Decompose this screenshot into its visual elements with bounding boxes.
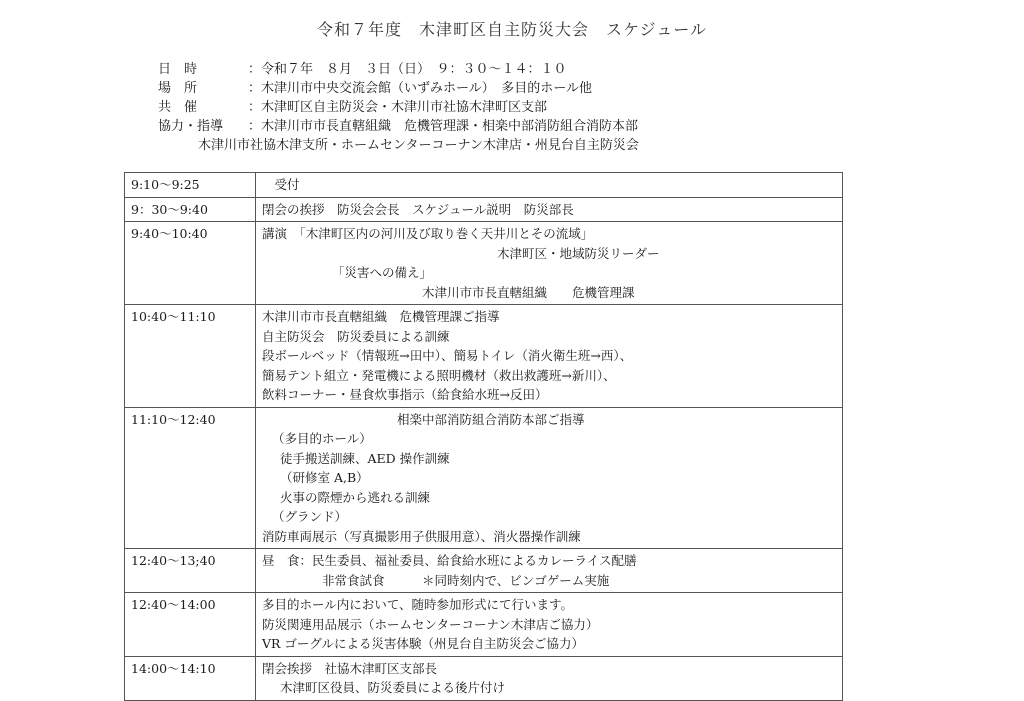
content-line: 簡易テント組立・発電機による照明機材（救出救護班→新川）、 (262, 367, 616, 383)
content-line: 木津川市市長直轄組織 危機管理課 (422, 284, 635, 300)
time-cell: 12:40〜13;40 (125, 549, 256, 593)
content-cell (256, 407, 843, 549)
time-cell: 9:10〜9:25 (125, 173, 256, 198)
info-row-cooperation (158, 117, 858, 136)
info-row-cooperation-continued: 木津川市社協木津支所・ホームセンターコーナン木津店・州見台自主防災会 (198, 138, 639, 153)
content-line: 講演 「木津町区内の河川及び取り巻く天井川とその流域」 (262, 226, 594, 241)
info-row-datetime (158, 60, 858, 79)
content-cell (256, 656, 843, 700)
info-value: ：木津川市市長直轄組織 危機管理課・相楽中部消防組合消防本部 (248, 119, 639, 134)
content-line: 非常食試食 ＊同時刻内で、ビンゴゲーム実施 (322, 572, 610, 588)
content-line: 段ボールベッド（情報班→田中）、簡易トイレ（消火衛生班→西）、 (262, 348, 633, 363)
content-line: VR ゴーグルによる災害体験（州見台自主防災会ご協力） (262, 636, 585, 651)
content-line: 相楽中部消防組合消防本部ご指導 (397, 411, 585, 427)
content-cell (256, 173, 843, 198)
info-label: 共 催 (158, 100, 198, 115)
content-cell (256, 593, 843, 657)
info-value: ：令和７年 ８月 ３日（日） ９：３０〜１４：１０ (248, 62, 567, 77)
content-line: 多目的ホール内において、随時参加形式にて行います。 (262, 597, 574, 612)
content-line: 木津川市市長直轄組織 危機管理課ご指導 (262, 309, 500, 324)
content-cell (256, 305, 843, 408)
content-line: 昼 食：民生委員、福祉委員、給食給水班によるカレーライス配膳 (262, 553, 637, 568)
content-line: 防災関連用品展示（ホームセンターコーナン木津店ご協力） (262, 616, 599, 632)
time-cell: 9:40〜10:40 (125, 222, 256, 305)
content-line: 自主防災会 防災委員による訓練 (262, 328, 450, 344)
info-row-venue (158, 79, 858, 98)
content-line: 木津町区役員、防災委員による後片付け (280, 680, 506, 695)
content-line: 「災害への備え」 (332, 265, 433, 280)
info-label: 日 時 (158, 62, 198, 77)
info-label: 協力・指導 (158, 119, 224, 134)
content-line: 火事の際煙から逃れる訓練 (280, 489, 431, 505)
event-info (158, 60, 858, 155)
time-cell: 12:40〜14:00 (125, 593, 256, 657)
time-cell: 10:40〜11:10 (125, 305, 256, 408)
content-line: 閉会の挨拶 防災会会長 スケジュール説明 防災部長 (262, 201, 574, 217)
time-cell: 9：30〜9:40 (125, 197, 256, 222)
table-row (125, 173, 843, 198)
time-cell: 11:10〜12:40 (125, 407, 256, 549)
content-line: 徒手搬送訓練、AED 操作訓練 (280, 450, 450, 466)
content-line: （研修室 A,B） (280, 470, 369, 485)
table-row (125, 305, 843, 408)
info-label: 場 所 (158, 81, 198, 96)
content-line: 飲料コーナー・昼食炊事指示（給食給水班→反田） (262, 387, 548, 402)
table-row (125, 656, 843, 700)
table-row (125, 549, 843, 593)
time-cell: 14:00〜14:10 (125, 656, 256, 700)
table-row (125, 222, 843, 305)
table-row (125, 197, 843, 222)
content-line: 閉会挨拶 社協木津町区支部長 (262, 660, 438, 676)
content-line: 消防車両展示（写真撮影用子供服用意）、消火器操作訓練 (262, 528, 581, 544)
table-row (125, 407, 843, 549)
content-line: 受付 (262, 177, 300, 192)
document-title: 令和７年度 木津町区自主防災大会 スケジュール (316, 20, 708, 39)
content-cell (256, 197, 843, 222)
content-line: 木津町区・地域防災リーダー (497, 245, 660, 261)
schedule-table (124, 172, 843, 701)
info-value: ：木津町区自主防災会・木津川市社協木津町区支部 (248, 100, 548, 115)
content-line: （多目的ホール） (272, 431, 372, 446)
content-cell (256, 549, 843, 593)
content-cell (256, 222, 843, 305)
table-row (125, 593, 843, 657)
content-line: （グランド） (272, 509, 348, 524)
info-value: ：木津川市中央交流会館（いずみホール） 多目的ホール他 (248, 81, 592, 96)
info-row-cohost (158, 98, 858, 117)
